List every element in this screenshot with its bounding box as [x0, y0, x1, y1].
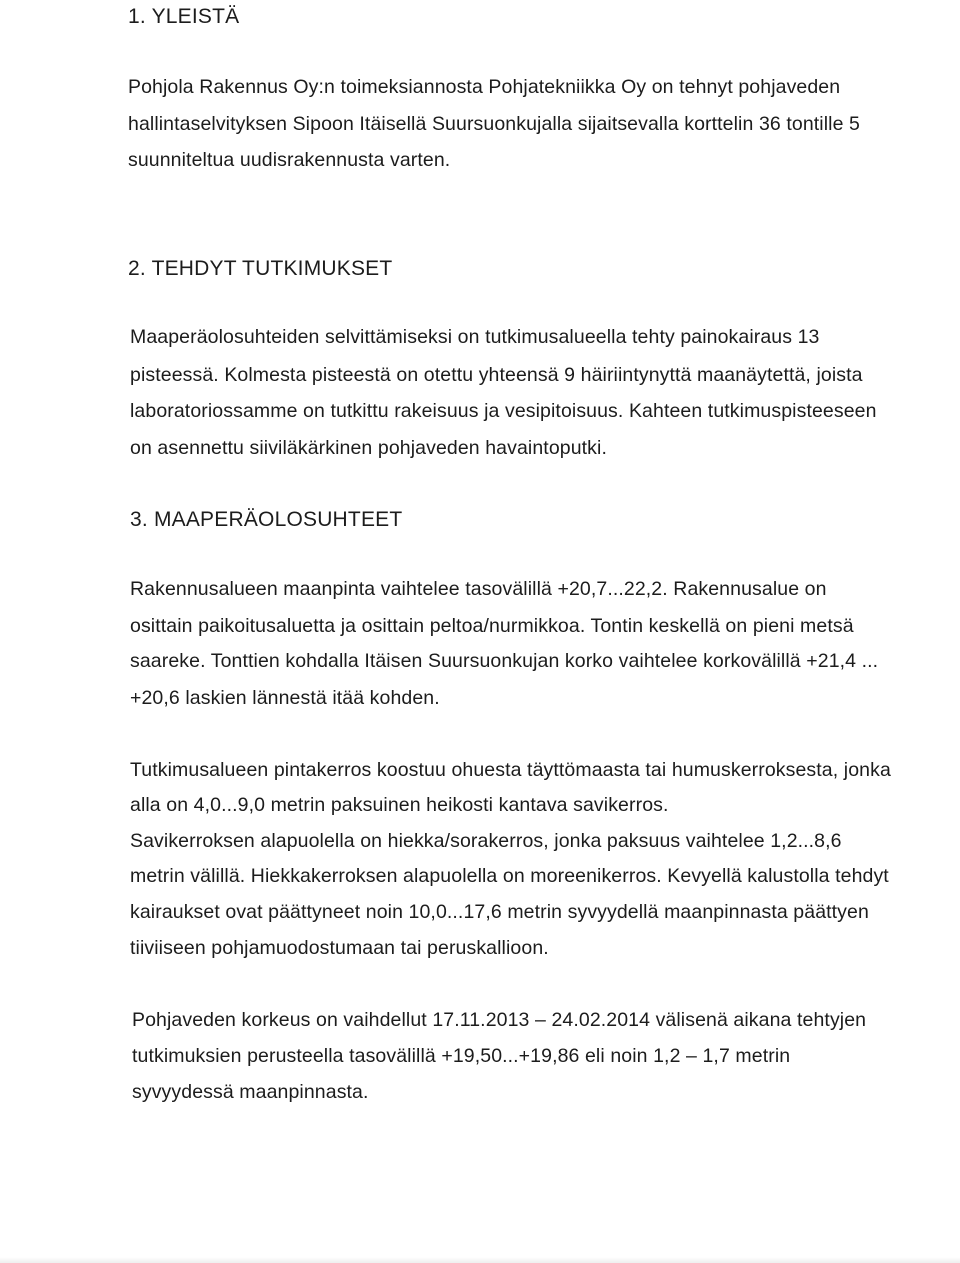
paragraph-line: Savikerroksen alapuolella on hiekka/sorakerros, jonka paksuus vaihtelee 1,2...8,6 — [130, 830, 842, 852]
paragraph-line: Pohjola Rakennus Oy:n toimeksiannosta Pohjatekniikka Oy on tehnyt pohjaveden — [128, 76, 841, 98]
section-heading-maaperaolosuhteet: 3. MAAPERÄOLOSUHTEET — [130, 508, 403, 531]
paragraph-line: pisteessä. Kolmesta pisteestä on otettu yhteensä 9 häiriintynyttä maanäytettä, joista — [130, 364, 863, 386]
paragraph-line: osittain paikoitusaluetta ja osittain peltoa/nurmikkoa. Tontin keskellä on pieni metsä — [130, 615, 854, 637]
paragraph-line: metrin välillä. Hiekkakerroksen alapuolella on moreenikerros. Kevyellä kalustolla tehdyt — [130, 865, 889, 887]
paragraph-line: tutkimuksien perusteella tasovälillä +19,50...+19,86 eli noin 1,2 – 1,7 metrin — [132, 1045, 791, 1067]
scan-bottom-edge — [0, 1257, 960, 1263]
section-heading-yleista: 1. YLEISTÄ — [128, 5, 240, 28]
paragraph-line: kairaukset ovat päättyneet noin 10,0...17,6 metrin syvyydellä maanpinnasta päättyen — [130, 901, 869, 923]
paragraph-line: suunniteltua uudisrakennusta varten. — [128, 149, 451, 171]
paragraph-line: saareke. Tonttien kohdalla Itäisen Suursuonkujan korko vaihtelee korkovälillä +21,4 ... — [130, 650, 879, 672]
paragraph-line: Pohjaveden korkeus on vaihdellut 17.11.2013 – 24.02.2014 välisenä aikana tehtyjen — [132, 1009, 867, 1031]
paragraph-line: Rakennusalueen maanpinta vaihtelee tasovälillä +20,7...22,2. Rakennusalue on — [130, 578, 827, 600]
section-heading-tehdyt-tutkimukset: 2. TEHDYT TUTKIMUKSET — [128, 257, 393, 280]
paragraph-line: Tutkimusalueen pintakerros koostuu ohuesta täyttömaasta tai humuskerroksesta, jonka — [130, 759, 891, 781]
paragraph-line: syvyydessä maanpinnasta. — [132, 1081, 369, 1103]
paragraph-line: laboratoriossamme on tutkittu rakeisuus ja vesipitoisuus. Kahteen tutkimuspisteeseen — [130, 400, 877, 422]
paragraph-line: Maaperäolosuhteiden selvittämiseksi on tutkimusalueella tehty painokairaus 13 — [130, 326, 820, 348]
paragraph-line: +20,6 laskien lännestä itää kohden. — [130, 687, 440, 709]
paragraph-line: hallintaselvityksen Sipoon Itäisellä Suursuonkujalla sijaitsevalla korttelin 36 tontille 5 — [128, 113, 860, 135]
paragraph-line: alla on 4,0...9,0 metrin paksuinen heikosti kantava savikerros. — [130, 794, 669, 816]
paragraph-line: tiiviiseen pohjamuodostumaan tai peruskallioon. — [130, 937, 549, 959]
paragraph-line: on asennettu siiviläkärkinen pohjaveden havaintoputki. — [130, 437, 607, 459]
